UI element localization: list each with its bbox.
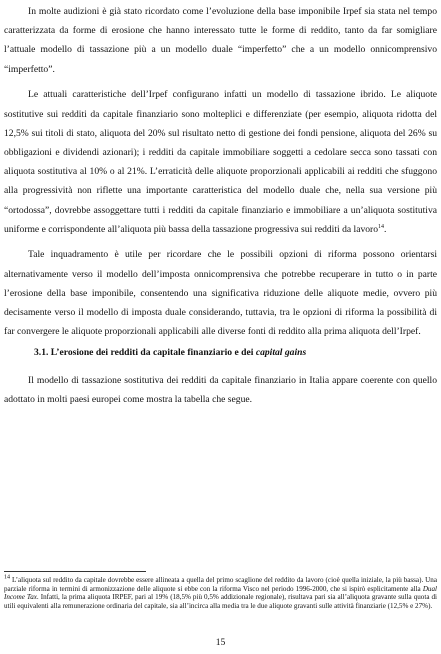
paragraph-2-end: . — [384, 223, 387, 235]
page-number: 15 — [215, 637, 226, 648]
paragraph-2 — [4, 85, 437, 239]
paragraph-1: In molte audizioni è già stato ricordato come l’evoluzione della base imponibile Irpef sia stata nel tempo caratterizzata da forme di erosione che hanno interessato tutte le forme di reddito, tanto da far somigliare l’attuale modello di tassazione più a un modello duale “imperfetto” che a un modello onnicomprensivo “imperfetto”. — [4, 6, 437, 75]
section-body — [4, 371, 437, 409]
paragraph-3: Tale inquadramento è utile per ricordare che le possibili opzioni di riforma possono orientarsi alternativamente verso il modello dell’imposta onnicomprensiva che potrebbe recuperare in tutto o in parte l’erosione della base imponibile, consentendo una significativa riduzione delle aliquote medie, ovvero più decisamente verso il modello di imposta duale considerando, tuttavia, tra le opzioni di riforma la possibilità di far convergere le aliquote proporzionali applicabili alle diverse fonti di reddito alla prima aliquota dell’Irpef. — [4, 249, 437, 338]
footnote-italic: Dual Income Tax — [4, 584, 437, 601]
footnote-text: L’aliquota sul reddito da capitale dovrebbe essere allineata a quella del primo scaglione del reddito da lavoro (cioè quella iniziale, la più bassa). Una parziale riforma in termini di armonizzazione delle aliquote si ebbe con la riforma Visco nel periodo 1996-2000, che si ispirò esplicitamente alla — [4, 576, 437, 593]
footnote-text-end: . Infatti, la prima aliquota IRPEF, pari al 19% (18,5% più 0,5% addizionale regionale), risultava pari sia all’aliquota gravante sulla quota di utili equivalenti alla remunerazione ordinaria del capitale, sia all’incirca alla media tra le due aliquote gravanti sulle attività finanziarie (12,5% e 27%). — [4, 593, 438, 610]
footnote-number: 14 — [4, 574, 10, 581]
footnote — [4, 576, 437, 610]
section-paragraph: Il modello di tassazione sostitutiva dei redditi da capitale finanziario in Italia appare coerente con quello adottato in molti paesi europei come mostra la tabella che segue. — [4, 375, 437, 406]
paragraph-2-text: Le attuali caratteristiche dell’Irpef configurano infatti un modello di tassazione ibrido. Le aliquote sostitutive sui redditi da capitale finanziario sono molteplici e differenziate (per esempio, aliquota ridotta del 12,5% sui titoli di stato, aliquota del 20% sul risultato netto di gestione dei fondi pensione, aliquota del 26% su obbligazioni e dividendi azionari); i redditi da capitale immobiliare soggetti a cedolare secca sono tassati con aliquota sostitutiva al 10% o al 21%. L’erraticità delle aliquote proporzionali applicabili ai redditi che sfuggono alla progressività non riflette una importante caratteristica del modello duale che, nella sua versione più “ortodossa”, dovrebbe assoggettare tutti i redditi da capitale finanziario e immobiliare a un’aliquota sostitutiva uniforme e corrispondente all’aliquota più bassa della tassazione progressiva sui redditi da lavoro — [4, 89, 437, 235]
section-heading — [34, 347, 434, 358]
section-heading-italic: capital gains — [255, 347, 307, 358]
footnote-reference[interactable]: 14 — [378, 223, 385, 230]
body-text — [4, 2, 437, 348]
footnote-separator — [4, 571, 146, 572]
section-heading-text: 3.1. L’erosione dei redditi da capitale finanziario e dei — [34, 347, 254, 358]
